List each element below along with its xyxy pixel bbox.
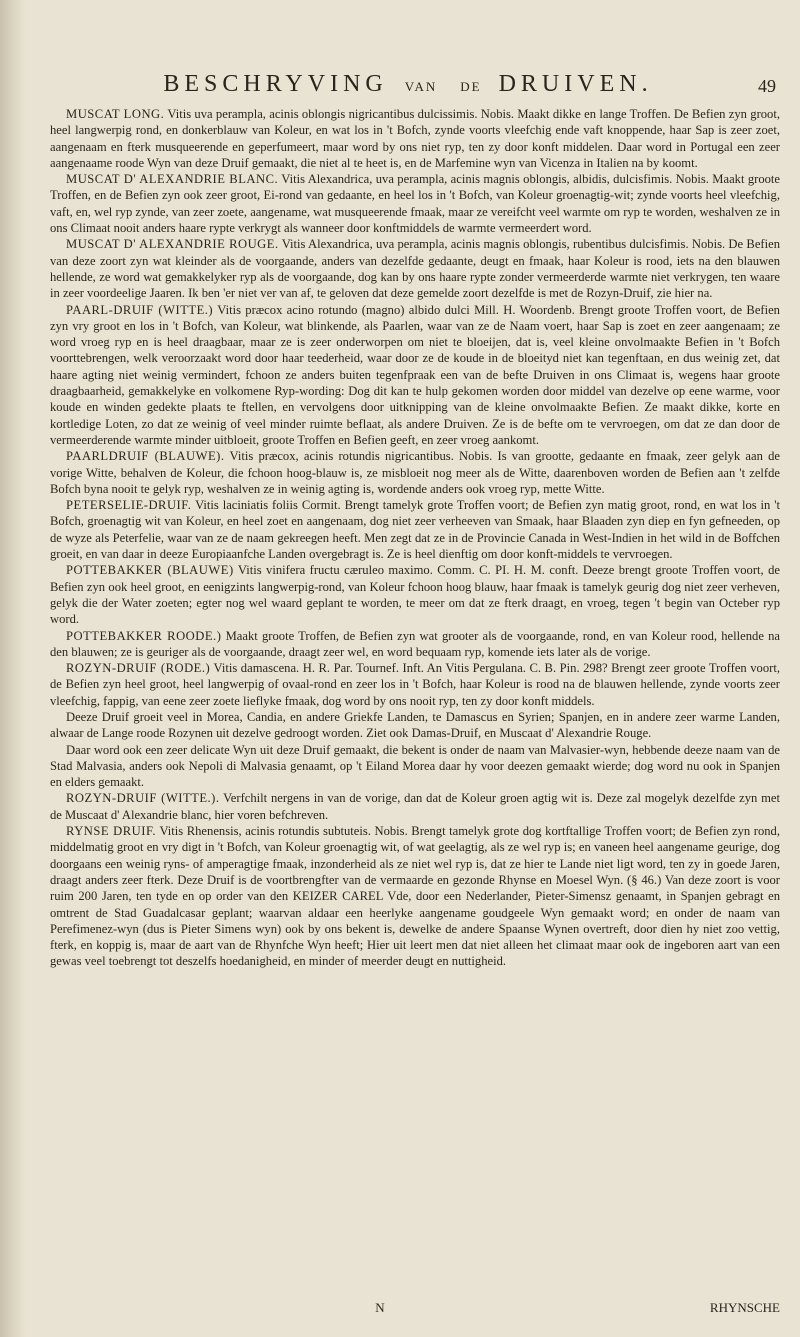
header-title-part2: DRUIVEN.: [498, 71, 653, 97]
paragraph: Deeze Druif groeit veel in Morea, Candia, en andere Griekfe Landen, te Damascus en Syrien; Spanjen, en in andere zeer warme Landen, alwaar de Lange roode Rozynen uit dezelve gedroogt worden. Ziet ook Damas-Druif, en Muscaat d' Alexandrie Rouge.: [50, 709, 780, 741]
paragraph: PAARL-DRUIF (WITTE.) Vitis præcox acino rotundo (magno) albido dulci Mill. H. Woordenb. Brengt groote Troffen voort, de Befien zyn vry groot en los in 't Bofch, van Koleur, wat blinkende, als Paarlen, waar van ze de Naam voert, haar Sap is zoet en zeer aangenaam; ze word vroeg ryp en is heel draagbaar, maar ze is zeer onderworpen om niet te bloeijen, dat is, veel kleine onvolmaakte Befien in 't Bofch voorttebrengen, welk veroorzaakt word door haar teederheid, waar door ze de koude in de bloeityd niet kan tegenftaan, en dus weinig zet, dat haare agting niet weinig vermindert, fchoon ze anders buiten tegenfpraak een van de befte Druiven in ons Climaat is, wegens haar groote draagbaarheid, gemakkelyke en volkomene Ryp-wording: Dog dit kan te hulp gekomen worden door middel van dezelve op eene warme, voor koude en winden gedekte plaats te ftellen, en vervolgens door uitknipping van de kleine onvolmaakte Befien. Ze maakt dikke, korte en kortledige Loten, zo dat ze weinig of veel minder ruimte beflaat, als andere Druiven. Ze is de befte om te vervroegen, om dat ze dan door de vermeerderende warmte minder uitbloeit, groote Troffen en Befien geeft, en zeer vroeg aankomt.: [50, 302, 780, 447]
paragraph: POTTEBAKKER ROODE.) Maakt groote Troffen, de Befien zyn wat grooter als de voorgaande, rond, en van Koleur rood, hellende na den blauwen; ze is geuriger als de voorgaande, draagt zeer wel, en word bequaam ryp, komende iets later als de vorige.: [50, 628, 781, 659]
paragraph: ROZYN-DRUIF (RODE.) Vitis damascena. H. R. Par. Tournef. Inft. An Vitis Pergulana. C. B. Pin. 298? Brengt zeer groote Troffen voort, de Befien zyn heel groot, heel langwerpig of ovaal-rond en zeer los in 't Bofch, haar Koleur is rood na de blauwen hellende, zynde voorts zeer vleefchig, fappig, van eene zeer zoete lieflyke fmaak, dog word by ons nooit ryp, ten zy door konft middels.: [50, 661, 780, 708]
header-title-part1: BESCHRYVING: [163, 71, 388, 97]
book-page: [32, 64, 784, 1324]
page-number: 49: [758, 76, 776, 96]
paragraph: POTTEBAKKER (BLAUWE) Vitis vinifera fructu cæruleo maximo. Comm. C. PI. H. M. conft. Deeze brengt groote Troffen voort, de Befien zyn ook heel groot, en eenigzints langwerpig-rond, van Koleur fchoon hoog blauw, haar fmaak is tamelyk geurig dog niet zeer verheven, gelyk die der Water zoeten; egter nog wel waard geplant te worden, te meer om dat ze fterk draagt, en vroeg, tegen 't begin van Octeber ryp word.: [50, 563, 780, 627]
paragraph: Daar word ook een zeer delicate Wyn uit deze Druif gemaakt, die bekent is onder de naam van Malvasier-wyn, hebbende deeze naam van de Stad Malvasia, anders ook Nepoli di Malvasia genaamt, op 't Eiland Morea daar hy voor deezen gemaakt wierde; dog word nu ook in Spanjen en elders gemaakt.: [50, 742, 780, 790]
paragraph: MUSCAT LONG. Vitis uva perampla, acinis oblongis nigricantibus dulcissimis. Nobis. Maakt dikke en lange Troffen. De Befien zyn groot, heel langwerpig rond, en donkerblauw van Koleur, en wat los in 't Bofch, zynde voorts vleefchig ende vaft knoppende, haar Sap is zeer zoet, aangenaam en fterk musqueerende en geperfumeert, maar word by ons niet ryp, ten zy door konft middelen. Daar word in Portugal een zeer aangenaame roode Wyn van deze Druif gemaakt, die niet al te heet is, en de Marfemine wyn van Vicenza in Italien na by koomt.: [50, 107, 781, 170]
signature-mark: N: [375, 1300, 385, 1315]
paragraph: PAARLDRUIF (BLAUWE). Vitis præcox, acinis rotundis nigricantibus. Nobis. Is van grootte, gedaante en fmaak, zeer gelyk aan de vorige Witte, behalven de Koleur, die fchoon hoog-blauw is, ze misbloeit nog meer als de Witte, daarenboven worden de Befien aan 't zelfde Bofch byna nooit te gelyk ryp, weshalven ze in weinig agting is, wordende anders ook vroeg ryp, mette Witte.: [50, 449, 781, 496]
book-spine-shadow: [0, 0, 26, 1337]
page-footer: [50, 1300, 780, 1316]
catchword: RHYNSCHE: [709, 1300, 780, 1315]
running-header: [32, 64, 784, 104]
header-de: DE: [460, 79, 482, 94]
paragraph: RYNSE DRUIF. Vitis Rhenensis, acinis rotundis subtuteis. Nobis. Brengt tamelyk grote dog kortftallige Troffen voort; de Befien zyn rond, middelmatig groot en vry digt in 't Bofch, van Koleur groenagtig wit, of wat geelagtig, als ze wel ryp is; en vaneen heel aangename geurige, dog doorgaans een weinig ryns- of amperagtige fmaak, inzonderheid als ze niet wel ryp is, dat ze hier te Lande niet ligt word, ten zy in goede Jaren, draagt anders zeer fterk. Deze Druif is de voortbrengfter van de vermaarde en gezonde Rhynse en Moesel Wyn. (§ 46.) Van deze zoort is voor ruim 200 Jaren, ten tyde en op order van den KEIZER CAREL Vde, door een Nederlander, Pieter-Simensz genaamt, in Spanjen gebragt en omtrent de Stad Guadalcasar geplant; waarvan aldaar een heerlyke aangename goudgeele Wyn gemaakt word; en onder de naam van Perefimenez-wyn (dus is Pieter Simens wyn) ook by ons bekent is, dewelke de andere Spaanse Wynen overtreft, door dien hy niet zoo vettig, fterk, en koppig is, maar de aart van de Rhynfche Wyn heeft; Hier uit leert men dat niet alleen het climaat maar ook de ingeboren aart van een gewas veel toebrengt tot deszelfs hoedanigheid, en minder of meerder deugt en nuttigheid.: [50, 824, 781, 969]
header-van: VAN: [404, 79, 438, 94]
paragraph: PETERSELIE-DRUIF. Vitis laciniatis foliis Cormit. Brengt tamelyk grote Troffen voort; de Befien zyn matig groot, rond, en wat los in 't Bofch, groenagtig wit van Koleur, en heel zoet en aangenaam, dog niet zeer verheeven van Smaak, haar Blaaden zyn diep en fyn gefneeden, op de wyze als Peterfelie, waar van ze de naam gekreegen heeft. Men zegt dat ze in de Provincie Canada in West-Indien in het wild in de Boffchen groeit, en van daar in deeze Europiaanfche Landen overgebragt is. Ze is heel dienftig om door konft-middels te vervroegen.: [50, 498, 780, 562]
body-text: [50, 106, 780, 970]
paragraph: MUSCAT D' ALEXANDRIE ROUGE. Vitis Alexandrica, uva perampla, acinis magnis oblongis, rubentibus dulcisfimis. Nobis. De Befien van deze zoort zyn wat kleinder als de voorgaande, anders van dezelfde gedaante, deugt en fmaak, haar Koleur is rood, iets na den blauwen hellende, ze word wat gemakkelyker ryp als de voorgaande, dog kan by ons haare rypte zonder vermeerderde warmte niet verkrygen, ten waare in zeer voordeelige Jaaren. Ik ben 'er niet ver van af, te geloven dat deze gemelde zoort dezelfde is met de Rozyn-Druif, zie hier na.: [50, 237, 780, 301]
paragraph: MUSCAT D' ALEXANDRIE BLANC. Vitis Alexandrica, uva perampla, acinis magnis oblongis, albidis, dulcisfimis. Nobis. Maakt groote Troffen, en de Befien zyn ook zeer groot, Ei-rond van gedaante, en heel los in 't Bofch, van Koleur groenagtig-wit; zynde voorts heel vleefchig, vaft, en, wel ryp zynde, van zeer zoete, aangename, wat musqueerende fmaak, maar ze vereifcht veel warmte om ryp te worden, weshalven ze in ons Climaat nooit anders haare rypte verkrygt als wanneer door konftmiddels de warmte vermeerdert word.: [50, 172, 781, 236]
paragraph: ROZYN-DRUIF (WITTE.). Verfchilt nergens in van de vorige, dan dat de Koleur groen agtig wit is. Deze zal mogelyk dezelfde zyn met de Muscaat d' Alexandrie blanc, hier voren befchreven.: [50, 791, 780, 822]
